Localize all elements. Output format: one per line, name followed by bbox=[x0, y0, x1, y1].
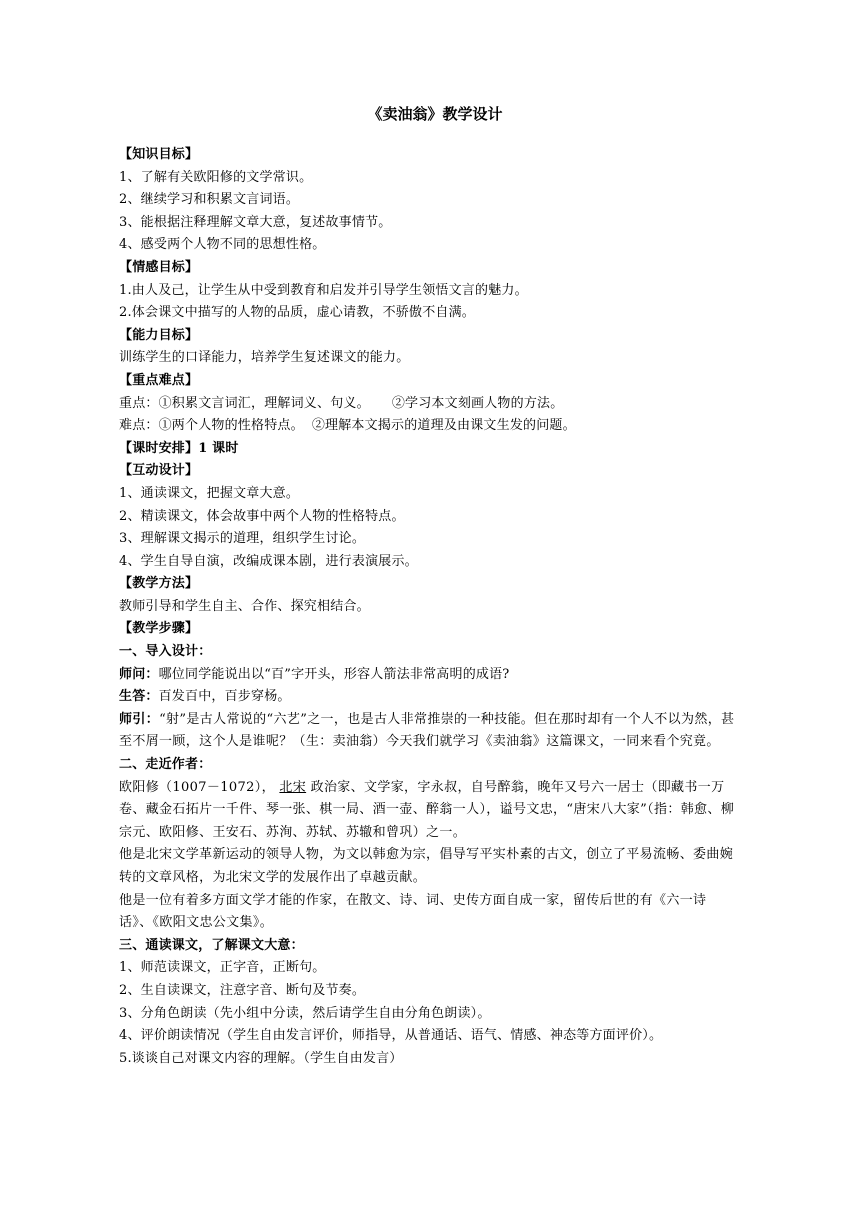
emotion-item: 1.由人及己，让学生从中受到教育和启发并引导学生领悟文言的魅力。 bbox=[119, 282, 528, 298]
author-paragraph-3: 他是一位有着多方面文学才能的作家，在散文、诗、词、史传方面自成一家，留传后世的有《六一诗话》、《欧阳文忠公文集》。 bbox=[119, 892, 707, 931]
author-intro-text: 欧阳修（1007－1072）， bbox=[119, 779, 275, 795]
author-paragraph-2: 他是北宋文学革新运动的领导人物，为文以韩愈为宗，倡导写平实朴素的古文，创立了平易流畅、委曲婉转的文章风格，为北宋文学的发展作出了卓越贡献。 bbox=[119, 847, 734, 885]
difficulty-a: 难点：①两个人物的性格特点。 bbox=[119, 418, 304, 434]
document-title: 《卖油翁》教学设计 bbox=[367, 105, 503, 123]
reading-item: 4、评价朗读情况（学生自由发言评价，师指导，从普通话、语气、情感、神态等方面评价）。 bbox=[119, 1028, 663, 1044]
author-bio-text: 政治家、文学家，字永叔，自号醉翁，晚年又号六一居士（即藏书一万卷、藏金石拓片一千件、琴一张、棋一局、酒一壶、醉翁一人），谥号文忠，“唐宋八大家”（指：韩愈、柳宗元、欧阳修、王安石、苏洵、苏轼、苏辙和曾巩）之一。 bbox=[119, 779, 735, 840]
method-text: 教师引导和学生自主、合作、探究相结合。 bbox=[119, 598, 370, 614]
ability-heading: 【能力目标】 bbox=[119, 327, 199, 343]
method-heading: 【教学方法】 bbox=[119, 576, 199, 592]
title-spacer bbox=[119, 130, 739, 144]
schedule-value: 1 课时 bbox=[198, 440, 239, 456]
knowledge-item: 2、继续学习和积累文言词语。 bbox=[119, 192, 300, 208]
reading-heading: 三、通读课文，了解课文大意： bbox=[119, 937, 304, 953]
document-page bbox=[119, 98, 739, 1070]
knowledge-item: 4、感受两个人物不同的思想性格。 bbox=[119, 237, 326, 253]
knowledge-item: 3、能根据注释理解文章大意，复述故事情节。 bbox=[119, 214, 392, 230]
key-points-heading: 【重点难点】 bbox=[119, 372, 199, 388]
teacher-question-text: 哪位同学能说出以“百”字开头，形容人箭法非常高明的成语? bbox=[158, 666, 510, 682]
difficulty-b: ②理解本文揭示的道理及由课文生发的问题。 bbox=[311, 418, 576, 434]
teacher-guide bbox=[119, 709, 739, 754]
northern-song-link[interactable]: 北宋 bbox=[279, 779, 307, 795]
key-point-a: 重点：①积累文言词汇，理解词义、句义。 bbox=[119, 395, 370, 411]
ability-text: 训练学生的口译能力，培养学生复述课文的能力。 bbox=[119, 350, 410, 366]
student-answer-label: 生答： bbox=[119, 689, 159, 705]
interaction-heading: 【互动设计】 bbox=[119, 463, 199, 479]
interaction-item: 3、理解课文揭示的道理，组织学生讨论。 bbox=[119, 531, 366, 547]
reading-item: 1、师范读课文，正字音，正断句。 bbox=[119, 960, 326, 976]
teacher-guide-text: “射”是古人常说的“六艺”之一，也是古人非常推崇的一种技能。但在那时却有一个人不以为然，甚至不屑一顾，这个人是谁呢？（生：卖油翁）今天我们就学习《卖油翁》这篇课文，一同来看个究竟。 bbox=[119, 711, 735, 750]
schedule-heading: 【课时安排】 bbox=[119, 440, 199, 456]
key-point-b: ②学习本文刻画人物的方法。 bbox=[391, 395, 564, 411]
schedule-line bbox=[119, 438, 739, 461]
reading-item: 3、分角色朗读（先小组中分读，然后请学生自由分角色朗读）。 bbox=[119, 1005, 491, 1021]
author-heading: 二、走近作者： bbox=[119, 757, 212, 773]
emotion-heading: 【情感目标】 bbox=[119, 259, 199, 275]
author-paragraph-1 bbox=[119, 777, 739, 845]
student-answer bbox=[119, 686, 739, 709]
student-answer-text: 百发百中，百步穿杨。 bbox=[158, 689, 291, 705]
teacher-guide-label: 师引： bbox=[119, 711, 160, 727]
steps-heading: 【教学步骤】 bbox=[119, 621, 199, 637]
reading-item: 5.谈谈自己对课文内容的理解。（学生自由发言） bbox=[119, 1050, 403, 1066]
intro-heading: 一、导入设计： bbox=[119, 644, 212, 660]
knowledge-heading: 【知识目标】 bbox=[119, 147, 199, 162]
emotion-item: 2.体会课文中描写的人物的品质，虚心请教，不骄傲不自满。 bbox=[119, 305, 476, 321]
teacher-question bbox=[119, 664, 739, 687]
knowledge-item: 1、了解有关欧阳修的文学常识。 bbox=[119, 169, 313, 185]
interaction-item: 2、精读课文，体会故事中两个人物的性格特点。 bbox=[119, 508, 405, 524]
reading-item: 2、生自读课文，注意字音、断句及节奏。 bbox=[119, 982, 366, 998]
interaction-item: 1、通读课文，把握文章大意。 bbox=[119, 485, 300, 501]
difficulty-line bbox=[119, 415, 739, 438]
key-point-line bbox=[119, 393, 739, 416]
teacher-question-label: 师问： bbox=[119, 666, 159, 682]
interaction-item: 4、学生自导自演，改编成课本剧，进行表演展示。 bbox=[119, 553, 418, 569]
